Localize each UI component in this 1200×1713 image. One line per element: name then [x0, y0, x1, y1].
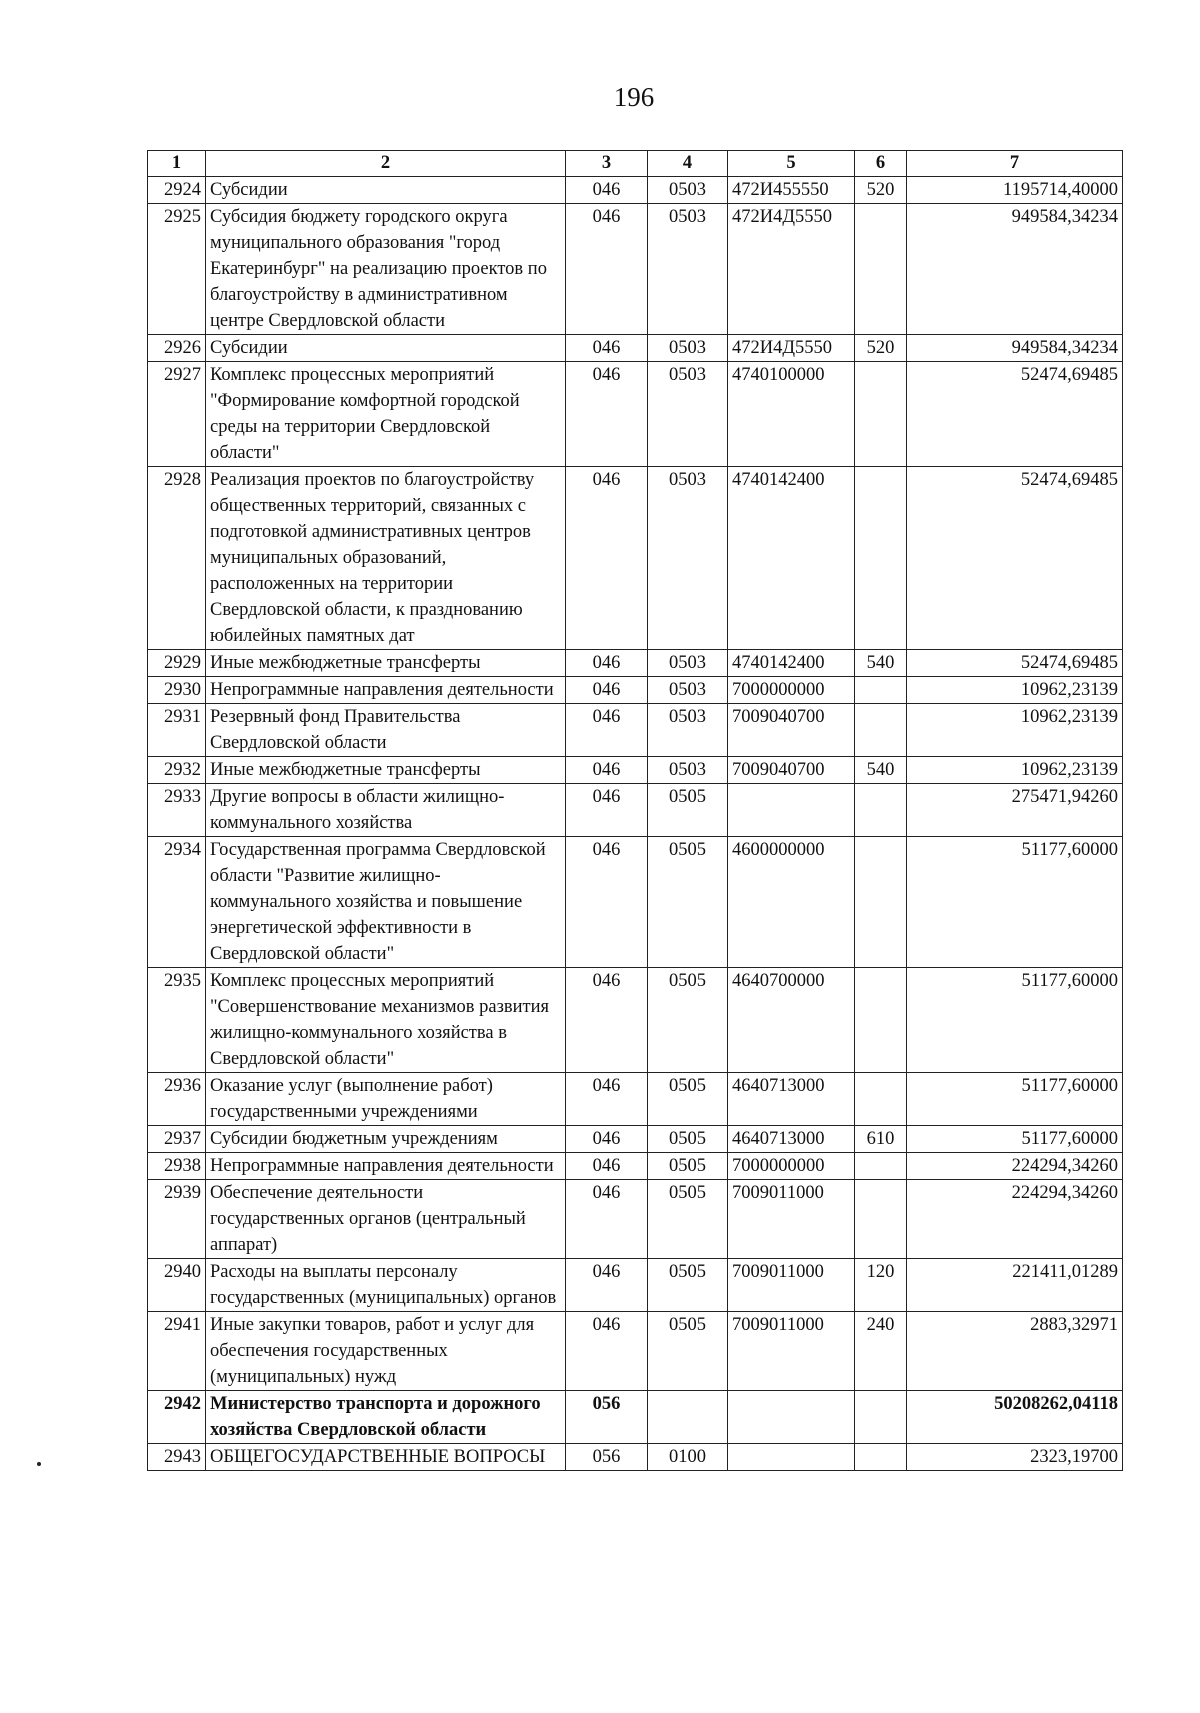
section-code: 0505	[648, 837, 728, 968]
row-number: 2929	[148, 650, 206, 677]
row-name: Комплекс процессных мероприятий "Совершенствование механизмов развития жилищно-коммунального хозяйства в Свердловской области"	[206, 968, 566, 1073]
section-code: 0503	[648, 757, 728, 784]
target-article-code: 7000000000	[728, 1153, 855, 1180]
row-amount: 224294,34260	[907, 1153, 1123, 1180]
row-name: Субсидии	[206, 335, 566, 362]
row-amount: 50208262,04118	[907, 1391, 1123, 1444]
row-amount: 10962,23139	[907, 757, 1123, 784]
ministry-code: 056	[566, 1444, 648, 1471]
row-amount: 224294,34260	[907, 1180, 1123, 1259]
row-name: Комплекс процессных мероприятий "Формирование комфортной городской среды на территории Свердловской области"	[206, 362, 566, 467]
table-row	[148, 757, 1123, 784]
header-cell: 7	[907, 151, 1123, 177]
expense-type-code	[855, 1073, 907, 1126]
row-number: 2936	[148, 1073, 206, 1126]
row-name: Обеспечение деятельности государственных органов (центральный аппарат)	[206, 1180, 566, 1259]
row-number: 2940	[148, 1259, 206, 1312]
target-article-code: 472И4Д5550	[728, 335, 855, 362]
ministry-code: 046	[566, 1153, 648, 1180]
ministry-code: 046	[566, 677, 648, 704]
table-row	[148, 784, 1123, 837]
row-number: 2941	[148, 1312, 206, 1391]
table-row	[148, 837, 1123, 968]
header-cell: 1	[148, 151, 206, 177]
row-amount: 10962,23139	[907, 704, 1123, 757]
ministry-code: 056	[566, 1391, 648, 1444]
section-code: 0503	[648, 362, 728, 467]
table-row	[148, 704, 1123, 757]
row-amount: 1195714,40000	[907, 177, 1123, 204]
ministry-code: 046	[566, 704, 648, 757]
target-article-code: 7009040700	[728, 757, 855, 784]
scan-speck	[37, 1462, 41, 1466]
table-row	[148, 1312, 1123, 1391]
section-code: 0505	[648, 1259, 728, 1312]
expense-type-code	[855, 467, 907, 650]
expense-type-code: 120	[855, 1259, 907, 1312]
ministry-code: 046	[566, 362, 648, 467]
row-amount: 949584,34234	[907, 335, 1123, 362]
header-cell: 2	[206, 151, 566, 177]
row-name: Иные межбюджетные трансферты	[206, 650, 566, 677]
row-number: 2934	[148, 837, 206, 968]
row-number: 2930	[148, 677, 206, 704]
target-article-code	[728, 784, 855, 837]
section-code: 0505	[648, 1180, 728, 1259]
target-article-code	[728, 1391, 855, 1444]
table-row	[148, 677, 1123, 704]
expense-type-code	[855, 362, 907, 467]
row-name: ОБЩЕГОСУДАРСТВЕННЫЕ ВОПРОСЫ	[206, 1444, 566, 1471]
table-row	[148, 1444, 1123, 1471]
expense-type-code: 540	[855, 757, 907, 784]
expense-type-code	[855, 677, 907, 704]
ministry-code: 046	[566, 784, 648, 837]
section-code: 0505	[648, 784, 728, 837]
row-amount: 52474,69485	[907, 362, 1123, 467]
ministry-code: 046	[566, 1073, 648, 1126]
target-article-code: 7000000000	[728, 677, 855, 704]
row-number: 2935	[148, 968, 206, 1073]
table-row	[148, 1259, 1123, 1312]
table-row	[148, 968, 1123, 1073]
section-code: 0505	[648, 1312, 728, 1391]
ministry-code: 046	[566, 204, 648, 335]
section-code: 0100	[648, 1444, 728, 1471]
row-name: Иные закупки товаров, работ и услуг для обеспечения государственных (муниципальных) нужд	[206, 1312, 566, 1391]
row-number: 2939	[148, 1180, 206, 1259]
expense-type-code	[855, 837, 907, 968]
row-name: Субсидии бюджетным учреждениям	[206, 1126, 566, 1153]
ministry-code: 046	[566, 1312, 648, 1391]
header-cell: 4	[648, 151, 728, 177]
table-row	[148, 1126, 1123, 1153]
row-name: Оказание услуг (выполнение работ) государственными учреждениями	[206, 1073, 566, 1126]
table-row	[148, 1180, 1123, 1259]
row-name: Непрограммные направления деятельности	[206, 1153, 566, 1180]
row-name: Непрограммные направления деятельности	[206, 677, 566, 704]
header-cell: 3	[566, 151, 648, 177]
row-number: 2932	[148, 757, 206, 784]
target-article-code: 7009040700	[728, 704, 855, 757]
table-row	[148, 362, 1123, 467]
section-code: 0505	[648, 1126, 728, 1153]
row-name: Субсидия бюджету городского округа муниципального образования "город Екатеринбург" на реализацию проектов по благоустройству в административном центре Свердловской области	[206, 204, 566, 335]
row-number: 2931	[148, 704, 206, 757]
row-amount: 51177,60000	[907, 1126, 1123, 1153]
ministry-code: 046	[566, 1180, 648, 1259]
ministry-code: 046	[566, 968, 648, 1073]
row-name: Резервный фонд Правительства Свердловской области	[206, 704, 566, 757]
row-name: Другие вопросы в области жилищно-коммунального хозяйства	[206, 784, 566, 837]
table-row	[148, 1391, 1123, 1444]
ministry-code: 046	[566, 1126, 648, 1153]
target-article-code: 4640700000	[728, 968, 855, 1073]
row-amount: 51177,60000	[907, 837, 1123, 968]
row-name: Министерство транспорта и дорожного хозяйства Свердловской области	[206, 1391, 566, 1444]
expense-type-code	[855, 704, 907, 757]
header-cell: 6	[855, 151, 907, 177]
row-number: 2926	[148, 335, 206, 362]
ministry-code: 046	[566, 837, 648, 968]
section-code: 0505	[648, 1073, 728, 1126]
ministry-code: 046	[566, 467, 648, 650]
target-article-code: 4640713000	[728, 1073, 855, 1126]
row-number: 2933	[148, 784, 206, 837]
table-row	[148, 650, 1123, 677]
row-number: 2942	[148, 1391, 206, 1444]
table-row	[148, 1153, 1123, 1180]
target-article-code: 4740100000	[728, 362, 855, 467]
row-number: 2937	[148, 1126, 206, 1153]
target-article-code: 472И4Д5550	[728, 204, 855, 335]
target-article-code: 4640713000	[728, 1126, 855, 1153]
header-cell: 5	[728, 151, 855, 177]
row-number: 2938	[148, 1153, 206, 1180]
section-code: 0503	[648, 204, 728, 335]
table-row	[148, 1073, 1123, 1126]
section-code: 0503	[648, 335, 728, 362]
row-amount: 221411,01289	[907, 1259, 1123, 1312]
table-row	[148, 467, 1123, 650]
row-amount: 51177,60000	[907, 968, 1123, 1073]
row-amount: 10962,23139	[907, 677, 1123, 704]
row-name: Государственная программа Свердловской области "Развитие жилищно-коммунального хозяйства и повышение энергетической эффективности в Свердловской области"	[206, 837, 566, 968]
expense-type-code	[855, 1153, 907, 1180]
expense-type-code	[855, 784, 907, 837]
target-article-code: 7009011000	[728, 1259, 855, 1312]
ministry-code: 046	[566, 757, 648, 784]
page-number: 196	[613, 82, 655, 112]
target-article-code: 4600000000	[728, 837, 855, 968]
target-article-code: 4740142400	[728, 467, 855, 650]
section-code: 0505	[648, 1153, 728, 1180]
expense-type-code	[855, 1180, 907, 1259]
row-name: Реализация проектов по благоустройству общественных территорий, связанных с подготовкой административных центров муниципальных образований, расположенных на территории Свердловской области, к празднованию юбилейных памятных дат	[206, 467, 566, 650]
row-number: 2943	[148, 1444, 206, 1471]
ministry-code: 046	[566, 650, 648, 677]
row-amount: 2883,32971	[907, 1312, 1123, 1391]
section-code	[648, 1391, 728, 1444]
section-code: 0503	[648, 650, 728, 677]
section-code: 0503	[648, 677, 728, 704]
expense-type-code	[855, 1391, 907, 1444]
budget-table	[147, 150, 1123, 1471]
target-article-code: 7009011000	[728, 1312, 855, 1391]
target-article-code: 7009011000	[728, 1180, 855, 1259]
expense-type-code	[855, 968, 907, 1073]
ministry-code: 046	[566, 1259, 648, 1312]
row-amount: 275471,94260	[907, 784, 1123, 837]
row-name: Иные межбюджетные трансферты	[206, 757, 566, 784]
row-name: Субсидии	[206, 177, 566, 204]
row-number: 2928	[148, 467, 206, 650]
row-number: 2924	[148, 177, 206, 204]
section-code: 0503	[648, 177, 728, 204]
row-amount: 2323,19700	[907, 1444, 1123, 1471]
expense-type-code	[855, 204, 907, 335]
expense-type-code: 610	[855, 1126, 907, 1153]
expense-type-code: 520	[855, 177, 907, 204]
section-code: 0503	[648, 704, 728, 757]
expense-type-code: 520	[855, 335, 907, 362]
target-article-code: 4740142400	[728, 650, 855, 677]
section-code: 0505	[648, 968, 728, 1073]
table-row	[148, 335, 1123, 362]
target-article-code	[728, 1444, 855, 1471]
target-article-code: 472И455550	[728, 177, 855, 204]
ministry-code: 046	[566, 335, 648, 362]
row-amount: 51177,60000	[907, 1073, 1123, 1126]
ministry-code: 046	[566, 177, 648, 204]
row-number: 2927	[148, 362, 206, 467]
expense-type-code: 540	[855, 650, 907, 677]
row-amount: 52474,69485	[907, 467, 1123, 650]
table-row	[148, 177, 1123, 204]
row-number: 2925	[148, 204, 206, 335]
row-amount: 949584,34234	[907, 204, 1123, 335]
row-amount: 52474,69485	[907, 650, 1123, 677]
row-name: Расходы на выплаты персоналу государственных (муниципальных) органов	[206, 1259, 566, 1312]
expense-type-code	[855, 1444, 907, 1471]
table-row	[148, 204, 1123, 335]
header-row	[148, 151, 1123, 177]
section-code: 0503	[648, 467, 728, 650]
expense-type-code: 240	[855, 1312, 907, 1391]
